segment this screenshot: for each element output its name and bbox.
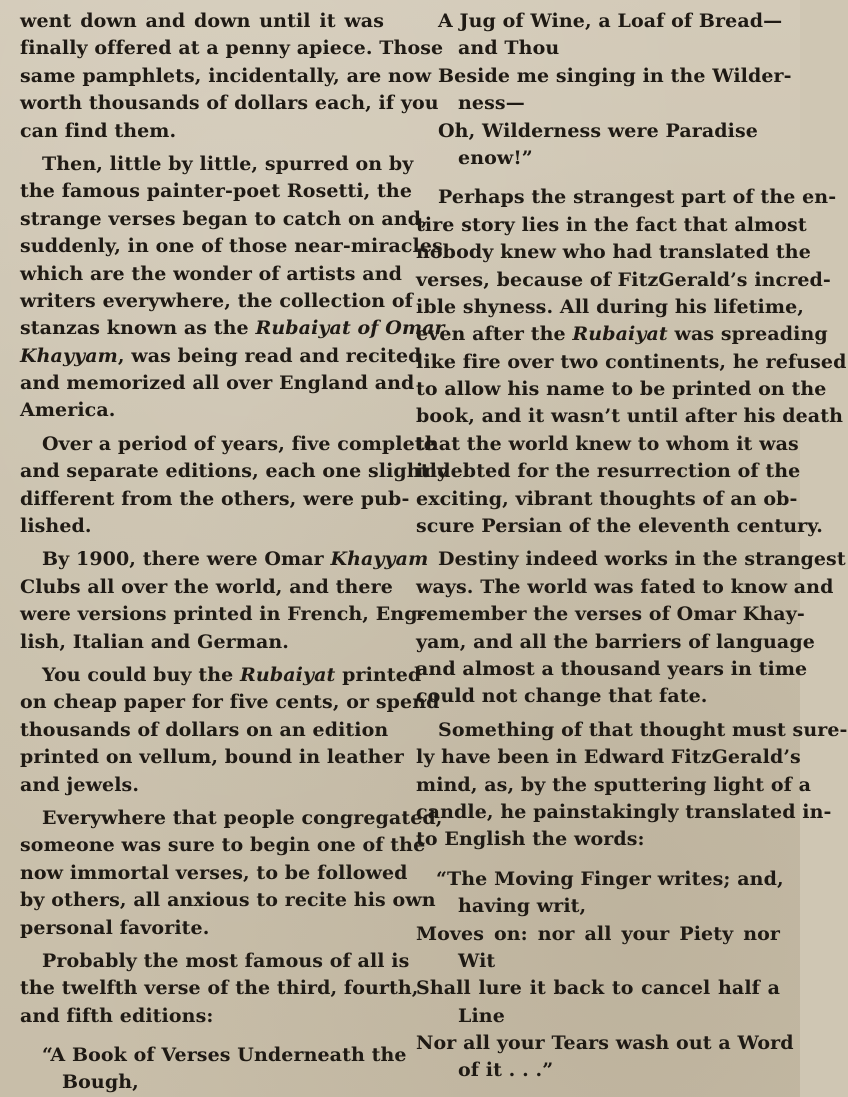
text-line: same pamphlets, incidentally, are now <box>20 64 432 87</box>
text-line: to allow his name to be printed on the <box>416 378 827 401</box>
text-line: scure Persian of the eleventh century. <box>416 515 823 538</box>
text-line: Probably the most famous of all is <box>42 949 410 972</box>
text-line: Khayyam, was being read and recited <box>20 344 422 367</box>
text-line: “The Moving Finger writes; and, <box>436 867 784 890</box>
text-line: and fifth editions: <box>20 1004 214 1027</box>
text-line: mind, as, by the sputtering light of a <box>416 773 811 796</box>
text-line: enow!” <box>458 146 533 169</box>
text-line: ible shyness. All during his lifetime, <box>416 295 804 318</box>
text-line: lish, Italian and German. <box>20 630 290 653</box>
text-line: exciting, vibrant thoughts of an ob- <box>416 487 798 510</box>
text-line: by others, all anxious to recite his own <box>20 889 436 912</box>
text-line: suddenly, in one of those near-miracles <box>20 235 443 258</box>
text-line: America. <box>20 399 116 422</box>
text-line: Over a period of years, five complete <box>42 432 436 455</box>
text-line: and jewels. <box>20 773 140 796</box>
text-line: and separate editions, each one slightly <box>20 460 449 483</box>
text-line: could not change that fate. <box>416 685 708 708</box>
text-line: someone was sure to begin one of the <box>20 834 426 857</box>
text-line: personal favorite. <box>20 916 210 939</box>
text-line: yam, and all the barriers of language <box>416 630 815 653</box>
text-line: Nor all your Tears wash out a Word <box>416 1032 794 1055</box>
text-line: “A Book of Verses Underneath the <box>42 1044 407 1067</box>
text-line: Bough, <box>62 1071 139 1094</box>
text-line: which are the wonder of artists and <box>20 262 403 285</box>
text-line: tire story lies in the fact that almost <box>416 213 807 236</box>
text-line: Clubs all over the world, and there <box>20 575 393 598</box>
text-line: worth thousands of dollars each, if you <box>20 92 439 115</box>
text-line: can find them. <box>20 119 177 142</box>
text-line: and memorized all over England and <box>20 372 415 395</box>
text-line: Beside me singing in the Wilder- <box>438 64 792 87</box>
text-line: Wit <box>458 949 496 972</box>
text-line: remember the verses of Omar Khay- <box>416 603 805 626</box>
text-line: that the world knew to whom it was <box>416 432 799 455</box>
left-column <box>20 8 449 1097</box>
text-line: having writ, <box>458 895 587 918</box>
text-line: ways. The world was fated to know and <box>416 575 834 598</box>
text-line: A Jug of Wine, a Loaf of Bread— <box>438 10 783 32</box>
text-line: now immortal verses, to be followed <box>20 861 408 884</box>
text-line: strange verses began to catch on and, <box>20 207 428 230</box>
text-line: the twelfth verse of the third, fourth, <box>20 977 419 1000</box>
text-line: book, and it wasn’t until after his death <box>416 405 843 428</box>
text-line: Moves on: nor all your Piety nor <box>416 922 780 945</box>
text-line: indebted for the resurrection of the <box>416 460 801 483</box>
text-line: Then, little by little, spurred on by <box>42 152 414 175</box>
text-line: were versions printed in French, Eng- <box>20 603 426 626</box>
text-line: verses, because of FitzGerald’s incred- <box>416 268 831 291</box>
text-line: on cheap paper for five cents, or spend <box>20 691 440 714</box>
text-line: By 1900, there were Omar Khayyam <box>42 548 429 571</box>
text-line: went down and down until it was <box>20 10 384 32</box>
text-line: like fire over two continents, he refused <box>416 350 847 373</box>
text-line: thousands of dollars on an edition <box>20 718 389 741</box>
text-line: and almost a thousand years in time <box>416 657 808 680</box>
text-line: Destiny indeed works in the strangest <box>438 548 846 571</box>
text-line: ness— <box>458 92 525 115</box>
text-line: You could buy the Rubaiyat printed <box>42 663 422 686</box>
text-line: different from the others, were pub- <box>20 487 410 510</box>
text-line: and Thou <box>458 37 560 60</box>
text-line: the famous painter-poet Rosetti, the <box>20 180 413 203</box>
text-line: Perhaps the strangest part of the en- <box>438 186 837 209</box>
text-line: candle, he painstakingly translated in- <box>416 800 832 823</box>
text-line: Everywhere that people congregated, <box>42 806 443 829</box>
text-line: finally offered at a penny apiece. Those <box>20 37 444 60</box>
text-line: Shall lure it back to cancel half a <box>416 977 780 1000</box>
text-line: of it . . .” <box>458 1059 554 1082</box>
text-line: Oh, Wilderness were Paradise <box>438 119 758 142</box>
text-line: stanzas known as the Rubaiyat of Omar <box>20 317 445 340</box>
text-line: even after the Rubaiyat was spreading <box>416 323 828 346</box>
text-line: Line <box>458 1004 505 1027</box>
text-line: ly have been in Edward FitzGerald’s <box>416 746 801 769</box>
text-line: printed on vellum, bound in leather <box>20 746 404 769</box>
text-line: writers everywhere, the collection of <box>20 289 413 312</box>
text-line: to English the words: <box>416 828 645 851</box>
right-column <box>416 8 848 1085</box>
text-line: Something of that thought must sure- <box>438 718 848 741</box>
text-line: lished. <box>20 515 92 538</box>
text-line: nobody knew who had translated the <box>416 241 811 264</box>
